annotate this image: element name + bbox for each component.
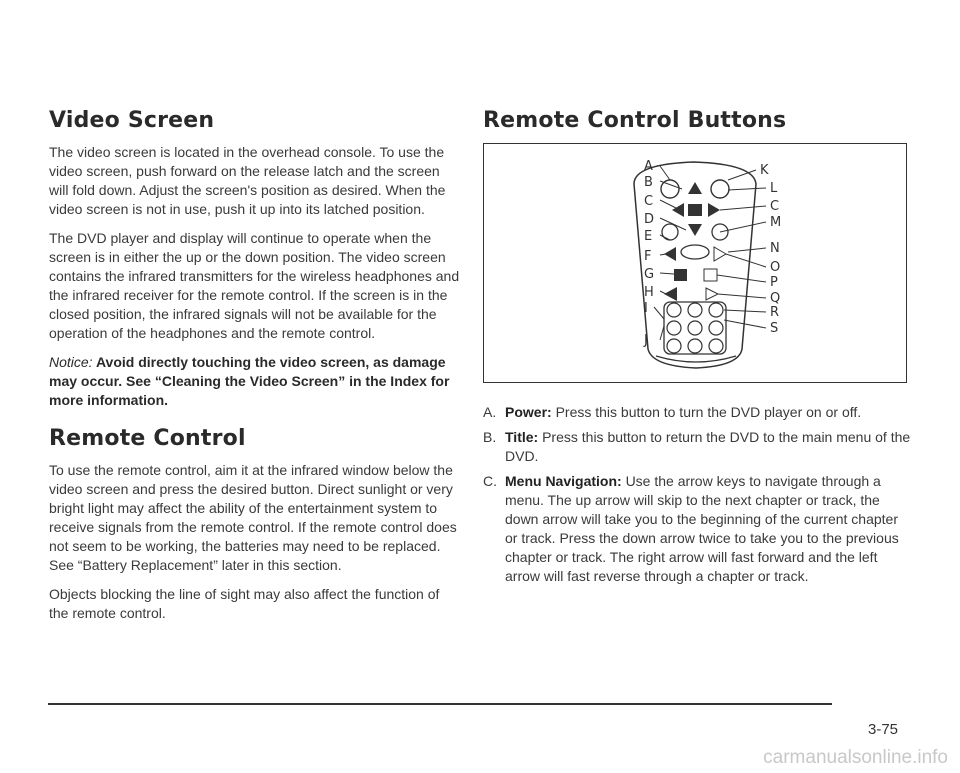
callout-h: H bbox=[644, 285, 654, 300]
remote-control-para-2: Objects blocking the line of sight may also affect the function of the remote control. bbox=[49, 586, 440, 621]
item-text: Press this button to return the DVD to the main menu of the DVD. bbox=[505, 429, 911, 464]
notice-text: Avoid directly touching the video screen, as damage may occur. See “Cleaning the Video Screen” in the Index for more information. bbox=[49, 354, 450, 408]
item-term: Title: bbox=[505, 429, 539, 445]
remote-control-illustration bbox=[484, 144, 908, 384]
callout-r: R bbox=[770, 305, 780, 320]
watermark: carmanualsonline.info bbox=[763, 747, 948, 768]
video-screen-para-1: The video screen is located in the overhead console. To use the video screen, push forward on the release latch and the screen will fold down. Adjust the screen's position as desired. When the video screen is not in use, push it up into its latched position. bbox=[49, 144, 446, 217]
item-term: Power: bbox=[505, 404, 552, 420]
item-letter: A. bbox=[483, 404, 497, 420]
callout-b: B bbox=[644, 175, 653, 190]
callout-l: L bbox=[770, 181, 778, 196]
callout-o: O bbox=[770, 260, 781, 275]
item-text: Press this button to turn the DVD player on or off. bbox=[555, 404, 862, 420]
remote-control-figure bbox=[483, 143, 907, 383]
callout-n: N bbox=[770, 241, 780, 256]
item-letter: C. bbox=[483, 473, 497, 489]
list-item bbox=[483, 428, 913, 466]
callout-j: J bbox=[644, 333, 648, 348]
item-term: Menu Navigation: bbox=[505, 473, 622, 489]
callout-p: P bbox=[770, 275, 778, 290]
callout-a: A bbox=[644, 159, 653, 174]
callout-q: Q bbox=[770, 291, 781, 306]
callout-g: G bbox=[644, 267, 655, 282]
left-column bbox=[49, 108, 461, 633]
list-item bbox=[483, 403, 913, 422]
footer-rule bbox=[48, 703, 832, 705]
remote-control-para-1: To use the remote control, aim it at the infrared window below the video screen and press the desired button. Direct sunlight or very bright light may affect the ability of the entertainment system to receive signals from the remote control. If the remote control does not seem to be working, the batteries may need to be replaced. See “Battery Replacement” later in this section. bbox=[49, 462, 457, 573]
item-text: Use the arrow keys to navigate through a menu. The up arrow will skip to the next chapter or track, the down arrow will take you to the beginning of the current chapter or track. Press the down arrow twice to take you to the previous chapter or track. The right arrow will fast forward and the left arrow will fast reverse through a chapter or track. bbox=[505, 473, 899, 584]
video-screen-para-2: The DVD player and display will continue to operate when the screen is in either the up or the down position. The video screen contains the infrared transmitters for the wireless headphones and the infrared receiver for the remote control. If the screen is in the closed position, the infrared signals will not be available for the operation of the headphones and the remote control. bbox=[49, 230, 460, 341]
item-letter: B. bbox=[483, 429, 497, 445]
callout-f: F bbox=[644, 249, 652, 264]
video-screen-heading: Video Screen bbox=[49, 108, 215, 133]
callout-c-left: C bbox=[644, 194, 654, 209]
callout-i: I bbox=[644, 301, 648, 316]
notice-label: Notice: bbox=[49, 354, 93, 370]
callout-e: E bbox=[644, 229, 653, 244]
notice-paragraph bbox=[49, 353, 461, 410]
callout-m: M bbox=[770, 215, 782, 230]
page-number: 3-75 bbox=[868, 721, 899, 738]
callout-k: K bbox=[760, 163, 769, 178]
button-descriptions bbox=[483, 403, 913, 586]
list-item bbox=[483, 472, 913, 586]
remote-buttons-heading: Remote Control Buttons bbox=[483, 108, 787, 133]
right-column bbox=[483, 108, 913, 592]
callout-d: D bbox=[644, 212, 655, 227]
callout-s: S bbox=[770, 321, 779, 336]
callout-c-right: C bbox=[770, 199, 780, 214]
remote-control-heading: Remote Control bbox=[49, 426, 246, 451]
